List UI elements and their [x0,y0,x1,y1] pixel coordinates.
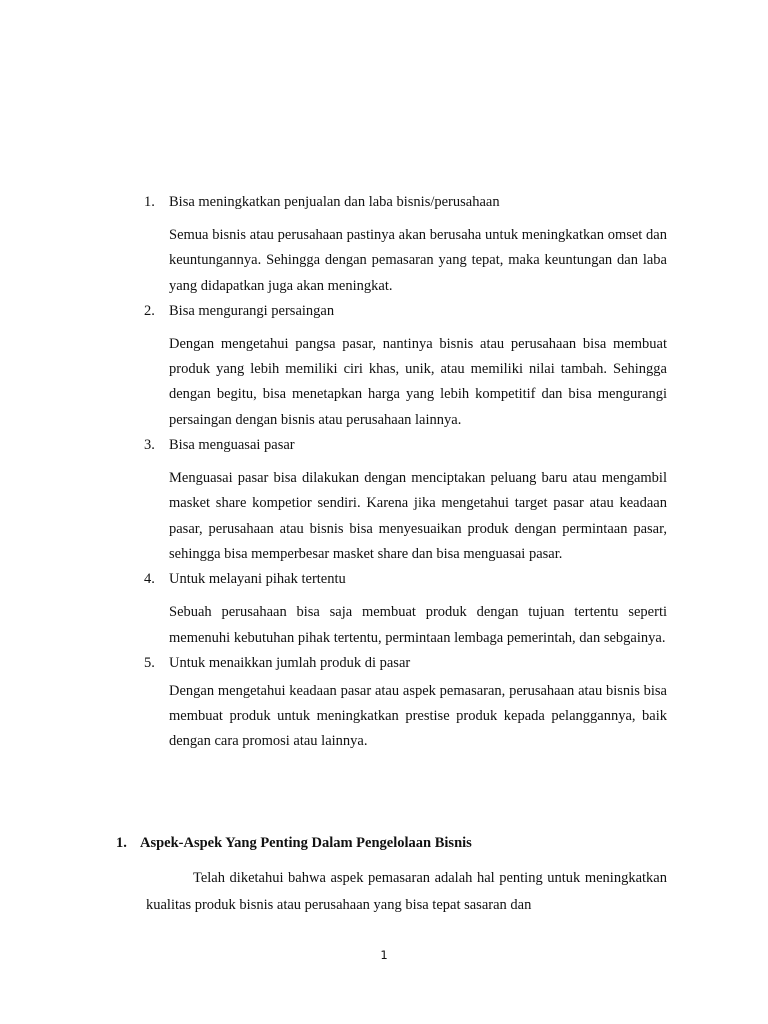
list-item-heading [144,567,667,591]
list-item [144,651,667,755]
body-paragraph: Telah diketahui bahwa aspek pemasaran adalah hal penting untuk meningkatkan kualitas produk bisnis atau perusahaan yang bisa tepat sasaran dan [146,870,667,913]
list-item-title: Untuk melayani pihak tertentu [169,571,346,588]
page-number: 1 [380,948,388,962]
list-item [144,433,667,567]
section-number: 1. [116,835,127,851]
section-heading [116,831,676,855]
list-item-heading [144,190,667,214]
list-item-number: 4. [144,571,155,588]
list-item-number: 3. [144,437,155,454]
list-item-body: Dengan mengetahui pangsa pasar, nantinya bisnis atau perusahaan bisa membuat produk yang lebih memiliki ciri khas, unik, atau memiliki nilai tambah. Sehingga dengan begitu, bisa menetapkan harga yang lebih kompetitif dan bisa mengurangi persaingan dengan bisnis atau perusahaan lainnya. [169,335,667,428]
list-item-heading [144,433,667,457]
list-item-body: Sebuah perusahaan bisa saja membuat produk dengan tujuan tertentu seperti memenuhi kebutuhan pihak tertentu, permintaan lembaga pemerintah, dan sebgainya. [169,604,667,646]
list-item-title: Bisa mengurangi persaingan [169,302,335,319]
list-item-body: Dengan mengetahui keadaan pasar atau aspek pemasaran, perusahaan atau bisnis bisa membuat produk untuk meningkatkan prestise produk kepada pelanggannya, baik dengan cara promosi atau lainnya. [169,682,667,750]
list-item [144,190,667,299]
list-item-heading [144,651,667,675]
section-title: Aspek-Aspek Yang Penting Dalam Pengelolaan Bisnis [140,835,472,851]
list-item-title: Bisa meningkatkan penjualan dan laba bisnis/perusahaan [169,194,500,210]
list-item [144,299,667,433]
list-item-heading [144,299,667,323]
list-item-body: Semua bisnis atau perusahaan pastinya akan berusaha untuk meningkatkan omset dan keuntungannya. Sehingga dengan pemasaran yang tepat, maka keuntungan dan laba yang didapatkan juga akan meningkat. [169,227,667,294]
list-item [144,567,667,651]
list-item-body: Menguasai pasar bisa dilakukan dengan menciptakan peluang baru atau mengambil masket share kompetior sendiri. Karena jika mengetahui target pasar atau keadaan pasar, perusahaan atau bisnis bisa menyesuaikan produk dengan permintaan pasar, sehingga bisa memperbesar masket share dan bisa menguasai pasar. [169,470,667,562]
list-item-number: 2. [144,302,155,319]
list-item-number: 1. [144,194,155,210]
numbered-list [144,190,667,755]
list-item-number: 5. [144,654,155,671]
list-item-title: Bisa menguasai pasar [169,437,295,454]
list-item-title: Untuk menaikkan jumlah produk di pasar [169,654,411,671]
